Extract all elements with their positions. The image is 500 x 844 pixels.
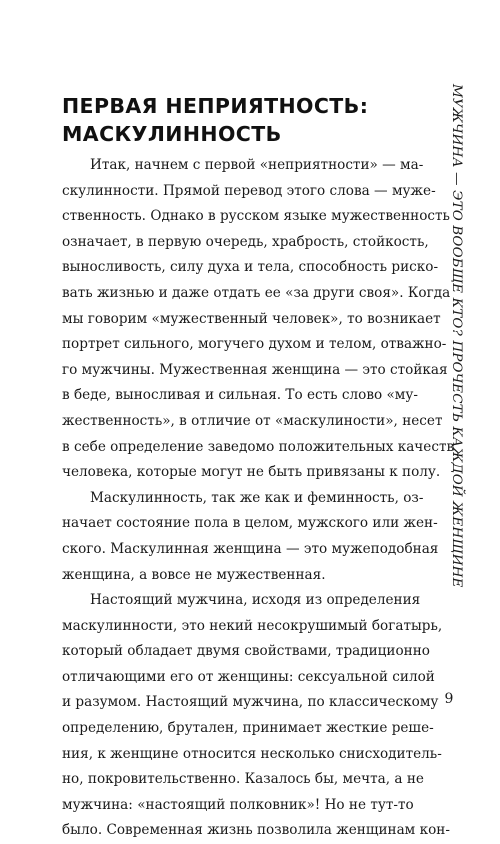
text-line: и разумом. Настоящий мужчина, по классическому	[62, 694, 439, 711]
body-text	[62, 153, 455, 844]
chapter-heading	[62, 92, 402, 148]
text-line: ского. Маскулинная женщина — это мужеподобная	[62, 540, 439, 557]
text-line: го мужчины. Мужественная женщина — это стойкая	[62, 361, 448, 378]
text-line: жественность», в отличие от «маскулиности», несет	[62, 412, 443, 429]
text-line: ния, к женщине относится несколько снисходитель-	[62, 745, 442, 762]
text-line: выносливость, силу духа и тела, способность риско-	[62, 259, 439, 276]
text-line: человека, которые могут не быть привязаны к полу.	[62, 464, 441, 481]
paragraph-3	[62, 588, 450, 844]
text-line: отличающими его от женщины: сексуальной силой	[62, 668, 435, 685]
text-line: в беде, выносливая и сильная. То есть слово «му-	[62, 387, 418, 404]
text-line: Маскулинность, так же как и феминность, оз-	[90, 489, 424, 506]
text-line: ственность. Однако в русском языке мужественность	[62, 208, 450, 225]
text-line: который обладает двумя свойствами, традиционно	[62, 643, 430, 660]
text-line: женщина, а вовсе не мужественная.	[62, 566, 326, 583]
text-line: Итак, начнем с первой «неприятности» — ма-	[90, 157, 424, 173]
text-line: Настоящий мужчина, исходя из определения	[90, 592, 421, 609]
text-line: вать жизнью и даже отдать ее «за други своя». Когда	[62, 284, 451, 301]
paragraph-1	[62, 153, 455, 486]
text-line: скулинности. Прямой перевод этого слова — муже-	[62, 182, 436, 199]
text-line: означает, в первую очередь, храбрость, стойкость,	[62, 233, 429, 250]
text-line: маскулинности, это некий несокрушимый богатырь,	[62, 617, 443, 634]
chapter-heading-line-1: ПЕРВАЯ НЕПРИЯТНОСТЬ:	[62, 94, 369, 118]
text-line: в себе определение заведомо положительных качеств	[62, 438, 455, 455]
text-line: определению, брутален, принимает жесткие реше-	[62, 720, 434, 737]
text-line: но, покровительственно. Казалось бы, мечта, а не	[62, 771, 424, 788]
running-book-title: МУЖЧИНА — ЭТО ВООБЩЕ КТО? ПРОЧЕСТЬ КАЖДОЙ ЖЕНЩИНЕ	[449, 84, 464, 588]
text-line: портрет сильного, могучего духом и телом, отважно-	[62, 336, 447, 353]
text-line: мужчина: «настоящий полковник»! Но не тут-то	[62, 796, 414, 813]
paragraph-2	[62, 486, 439, 588]
text-line: начает состояние пола в целом, мужского или жен-	[62, 515, 438, 532]
text-line: было. Современная жизнь позволила женщинам кон-	[62, 822, 450, 839]
chapter-heading-line-2: МАСКУЛИННОСТЬ	[62, 122, 282, 146]
text-line: мы говорим «мужественный человек», то возникает	[62, 310, 441, 327]
page-number: 9	[444, 691, 454, 707]
